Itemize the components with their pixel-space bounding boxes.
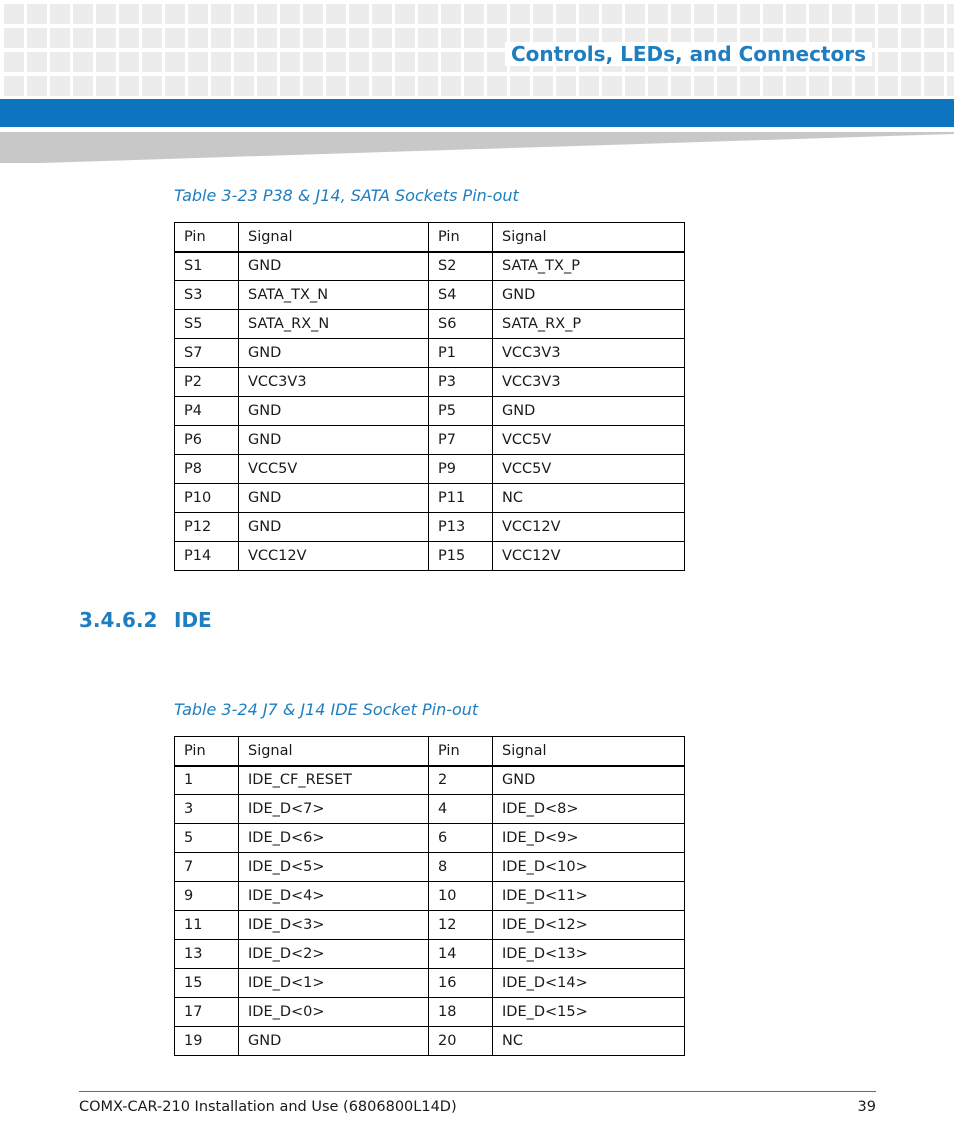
pin-cell: P8 — [175, 455, 239, 484]
pin-cell: P14 — [175, 542, 239, 571]
pin-cell: S6 — [429, 310, 493, 339]
pin-cell: 9 — [175, 882, 239, 911]
signal-cell: GND — [239, 397, 429, 426]
signal-cell: VCC12V — [493, 542, 685, 571]
table-row — [175, 940, 685, 969]
sata-pinout-table — [174, 222, 685, 571]
signal-cell: IDE_D<7> — [239, 795, 429, 824]
section-title: IDE — [174, 608, 212, 632]
pin-cell: P13 — [429, 513, 493, 542]
signal-cell: VCC5V — [493, 455, 685, 484]
pin-cell: 15 — [175, 969, 239, 998]
ide-pinout-table — [174, 736, 685, 1056]
pin-cell: 12 — [429, 911, 493, 940]
pin-cell: P9 — [429, 455, 493, 484]
signal-cell: IDE_D<4> — [239, 882, 429, 911]
signal-cell: IDE_D<14> — [493, 969, 685, 998]
table-row — [175, 513, 685, 542]
table-row — [175, 281, 685, 310]
table-row — [175, 766, 685, 795]
table1-caption: Table 3-23 P38 & J14, SATA Sockets Pin-out — [174, 186, 519, 205]
pin-cell: S2 — [429, 252, 493, 281]
column-header: Pin — [429, 737, 493, 766]
pin-cell: 16 — [429, 969, 493, 998]
column-header: Signal — [239, 737, 429, 766]
pin-cell: S5 — [175, 310, 239, 339]
table-row — [175, 824, 685, 853]
signal-cell: IDE_D<11> — [493, 882, 685, 911]
signal-cell: GND — [493, 397, 685, 426]
pin-cell: 10 — [429, 882, 493, 911]
pin-cell: 2 — [429, 766, 493, 795]
signal-cell: GND — [493, 766, 685, 795]
signal-cell: VCC12V — [239, 542, 429, 571]
signal-cell: IDE_D<8> — [493, 795, 685, 824]
column-header: Pin — [429, 223, 493, 252]
pin-cell: P6 — [175, 426, 239, 455]
table-row — [175, 426, 685, 455]
pin-cell: 4 — [429, 795, 493, 824]
pin-cell: 20 — [429, 1027, 493, 1056]
pin-cell: 18 — [429, 998, 493, 1027]
signal-cell: IDE_D<0> — [239, 998, 429, 1027]
header-gray-swoosh — [0, 127, 954, 167]
pin-cell: S3 — [175, 281, 239, 310]
pin-cell: P7 — [429, 426, 493, 455]
pin-cell: P10 — [175, 484, 239, 513]
pin-cell: 14 — [429, 940, 493, 969]
signal-cell: GND — [239, 252, 429, 281]
table-header-row — [175, 223, 685, 252]
signal-cell: GND — [239, 339, 429, 368]
pin-cell: S4 — [429, 281, 493, 310]
pin-cell: 6 — [429, 824, 493, 853]
table-row — [175, 911, 685, 940]
signal-cell: IDE_D<2> — [239, 940, 429, 969]
table-row — [175, 484, 685, 513]
table-row — [175, 969, 685, 998]
pin-cell: 8 — [429, 853, 493, 882]
signal-cell: VCC5V — [493, 426, 685, 455]
signal-cell: VCC3V3 — [493, 339, 685, 368]
pin-cell: 17 — [175, 998, 239, 1027]
table-row — [175, 310, 685, 339]
signal-cell: IDE_D<13> — [493, 940, 685, 969]
pin-cell: 19 — [175, 1027, 239, 1056]
table2-caption: Table 3-24 J7 & J14 IDE Socket Pin-out — [174, 700, 479, 719]
pin-cell: P4 — [175, 397, 239, 426]
pin-cell: S1 — [175, 252, 239, 281]
signal-cell: SATA_TX_N — [239, 281, 429, 310]
table-row — [175, 1027, 685, 1056]
pin-cell: P11 — [429, 484, 493, 513]
table-header-row — [175, 737, 685, 766]
column-header: Signal — [239, 223, 429, 252]
footer-rule — [79, 1091, 876, 1092]
table-row — [175, 853, 685, 882]
pin-cell: P2 — [175, 368, 239, 397]
table-row — [175, 339, 685, 368]
signal-cell: VCC12V — [493, 513, 685, 542]
signal-cell: VCC3V3 — [239, 368, 429, 397]
table-row — [175, 455, 685, 484]
signal-cell: VCC3V3 — [493, 368, 685, 397]
pin-cell: 5 — [175, 824, 239, 853]
column-header: Pin — [175, 223, 239, 252]
signal-cell: VCC5V — [239, 455, 429, 484]
column-header: Signal — [493, 737, 685, 766]
signal-cell: GND — [493, 281, 685, 310]
signal-cell: GND — [239, 513, 429, 542]
pin-cell: P3 — [429, 368, 493, 397]
table-row — [175, 368, 685, 397]
signal-cell: IDE_D<1> — [239, 969, 429, 998]
pin-cell: P15 — [429, 542, 493, 571]
pin-cell: S7 — [175, 339, 239, 368]
signal-cell: GND — [239, 426, 429, 455]
table-row — [175, 397, 685, 426]
table-row — [175, 998, 685, 1027]
signal-cell: IDE_D<3> — [239, 911, 429, 940]
section-heading — [79, 608, 212, 632]
signal-cell: IDE_D<6> — [239, 824, 429, 853]
footer-page-number: 39 — [857, 1099, 876, 1115]
section-number: 3.4.6.2 — [79, 608, 158, 632]
signal-cell: NC — [493, 1027, 685, 1056]
signal-cell: IDE_D<15> — [493, 998, 685, 1027]
pin-cell: 11 — [175, 911, 239, 940]
pin-cell: P5 — [429, 397, 493, 426]
signal-cell: SATA_TX_P — [493, 252, 685, 281]
pin-cell: 7 — [175, 853, 239, 882]
header-blue-band — [0, 99, 954, 127]
pin-cell: 3 — [175, 795, 239, 824]
column-header: Signal — [493, 223, 685, 252]
signal-cell: GND — [239, 1027, 429, 1056]
table-row — [175, 252, 685, 281]
signal-cell: SATA_RX_P — [493, 310, 685, 339]
column-header: Pin — [175, 737, 239, 766]
pin-cell: P12 — [175, 513, 239, 542]
signal-cell: IDE_D<12> — [493, 911, 685, 940]
signal-cell: IDE_D<9> — [493, 824, 685, 853]
page-header-title: Controls, LEDs, and Connectors — [505, 42, 872, 66]
signal-cell: SATA_RX_N — [239, 310, 429, 339]
signal-cell: IDE_D<5> — [239, 853, 429, 882]
signal-cell: GND — [239, 484, 429, 513]
footer-doc-title: COMX-CAR-210 Installation and Use (6806800L14D) — [79, 1099, 457, 1115]
pin-cell: 1 — [175, 766, 239, 795]
pin-cell: P1 — [429, 339, 493, 368]
table-row — [175, 882, 685, 911]
table-row — [175, 795, 685, 824]
signal-cell: IDE_D<10> — [493, 853, 685, 882]
signal-cell: IDE_CF_RESET — [239, 766, 429, 795]
signal-cell: NC — [493, 484, 685, 513]
table-row — [175, 542, 685, 571]
pin-cell: 13 — [175, 940, 239, 969]
